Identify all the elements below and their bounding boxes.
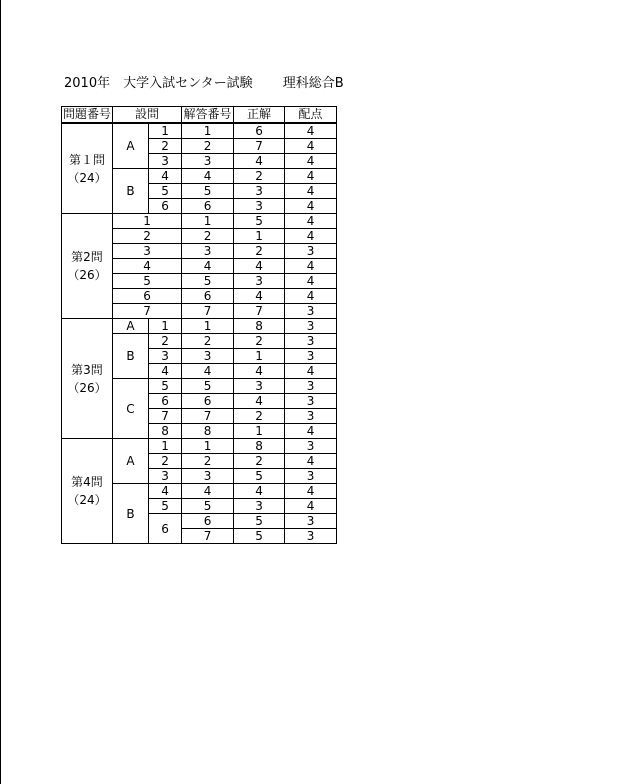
points-value: 4 [285,364,337,379]
subquestion-number: 4 [149,169,182,184]
subquestion-number: 5 [113,274,182,289]
table-row [62,439,337,454]
answer-number: 4 [182,259,234,274]
answer-number: 7 [182,304,234,319]
header-correct-answer: 正解 [234,107,285,124]
section-label: B [113,169,149,214]
answer-number: 3 [182,469,234,484]
answer-number: 4 [182,169,234,184]
subquestion-number: 3 [149,469,182,484]
answer-number: 2 [182,334,234,349]
answer-number: 7 [182,409,234,424]
points-value: 3 [285,514,337,529]
correct-answer: 1 [234,424,285,439]
answer-number: 6 [182,514,234,529]
question-label-cell [62,214,113,319]
subquestion-number: 2 [113,229,182,244]
correct-answer: 5 [234,214,285,229]
answer-number: 1 [182,439,234,454]
header-subquestion: 設問 [113,107,182,124]
correct-answer: 4 [234,364,285,379]
subquestion-number: 5 [149,499,182,514]
correct-answer: 5 [234,469,285,484]
header-points: 配点 [285,107,337,124]
subquestion-number: 3 [149,154,182,169]
subquestion-number: 6 [113,289,182,304]
question-label-cell [62,319,113,439]
subquestion-number: 4 [149,364,182,379]
subquestion-number: 7 [149,409,182,424]
subquestion-number: 3 [149,349,182,364]
correct-answer: 7 [234,304,285,319]
subquestion-number: 5 [149,379,182,394]
table-row [62,214,337,229]
subquestion-number: 2 [149,139,182,154]
answer-number: 3 [182,244,234,259]
answer-number: 4 [182,484,234,499]
question-score: （26） [67,380,107,395]
subquestion-number: 6 [149,199,182,214]
points-value: 4 [285,484,337,499]
answer-number: 5 [182,499,234,514]
page-left-border [0,0,1,784]
points-value: 4 [285,214,337,229]
document-title: 2010年 大学入試センター試験 理科総合B [64,76,344,91]
question-label-cell [62,123,113,214]
correct-answer: 1 [234,349,285,364]
answer-number: 5 [182,274,234,289]
correct-answer: 3 [234,199,285,214]
points-value: 4 [285,259,337,274]
points-value: 4 [285,169,337,184]
answer-table [61,106,337,544]
points-value: 3 [285,469,337,484]
answer-number: 1 [182,123,234,139]
points-value: 4 [285,229,337,244]
points-value: 4 [285,289,337,304]
correct-answer: 3 [234,379,285,394]
points-value: 3 [285,349,337,364]
points-value: 3 [285,394,337,409]
points-value: 3 [285,409,337,424]
subquestion-number: 6 [149,394,182,409]
points-value: 3 [285,244,337,259]
answer-number: 2 [182,139,234,154]
section-label: A [113,123,149,169]
answer-number: 6 [182,394,234,409]
correct-answer: 8 [234,319,285,334]
subquestion-number: 6 [149,514,182,544]
correct-answer: 4 [234,289,285,304]
header-question-number: 問題番号 [62,107,111,121]
table-header-row [62,107,337,124]
section-label: B [113,334,149,379]
subquestion-number: 1 [113,214,182,229]
points-value: 4 [285,199,337,214]
correct-answer: 3 [234,274,285,289]
points-value: 3 [285,334,337,349]
points-value: 4 [285,123,337,139]
points-value: 4 [285,274,337,289]
subquestion-number: 2 [149,334,182,349]
question-score: （26） [67,268,107,282]
question-label: 第3問 [71,362,103,377]
answer-number: 6 [182,289,234,304]
answer-number: 3 [182,154,234,169]
subquestion-number: 4 [113,259,182,274]
correct-answer: 8 [234,439,285,454]
question-label-cell [62,439,113,544]
section-label: A [113,319,149,334]
correct-answer: 5 [234,529,285,544]
correct-answer: 4 [234,484,285,499]
question-label: 第4問 [71,475,103,489]
correct-answer: 1 [234,229,285,244]
points-value: 4 [285,139,337,154]
points-value: 3 [285,319,337,334]
table-row [62,123,337,139]
subquestion-number: 1 [149,123,182,139]
correct-answer: 5 [234,514,285,529]
points-value: 3 [285,529,337,544]
section-label: A [113,439,149,484]
answer-number: 8 [182,424,234,439]
points-value: 4 [285,454,337,469]
subquestion-number: 3 [113,244,182,259]
answer-number: 5 [182,184,234,199]
correct-answer: 2 [234,409,285,424]
points-value: 4 [285,499,337,514]
answer-number: 1 [182,214,234,229]
section-label: B [113,484,149,544]
answer-number: 7 [182,529,234,544]
correct-answer: 4 [234,394,285,409]
answer-number: 5 [182,379,234,394]
correct-answer: 6 [234,123,285,139]
correct-answer: 2 [234,334,285,349]
header-answer-number: 解答番号 [183,107,232,121]
subquestion-number: 1 [149,319,182,334]
points-value: 3 [285,304,337,319]
subquestion-number: 7 [113,304,182,319]
subquestion-number: 4 [149,484,182,499]
question-label: 第１問 [68,152,105,167]
subquestion-number: 1 [149,439,182,454]
points-value: 4 [285,184,337,199]
correct-answer: 4 [234,154,285,169]
answer-number: 6 [182,199,234,214]
correct-answer: 3 [234,184,285,199]
subquestion-number: 5 [149,184,182,199]
points-value: 3 [285,439,337,454]
answer-number: 1 [182,319,234,334]
answer-number: 3 [182,349,234,364]
correct-answer: 3 [234,499,285,514]
answer-number: 2 [182,229,234,244]
answer-number: 4 [182,364,234,379]
subquestion-number: 8 [149,424,182,439]
question-label: 第2問 [71,250,103,264]
correct-answer: 7 [234,139,285,154]
section-label: C [113,379,149,439]
correct-answer: 2 [234,244,285,259]
subquestion-number: 2 [149,454,182,469]
points-value: 3 [285,379,337,394]
table-row [62,319,337,334]
answer-number: 2 [182,454,234,469]
points-value: 4 [285,424,337,439]
points-value: 4 [285,154,337,169]
correct-answer: 2 [234,454,285,469]
question-score: （24） [67,493,107,507]
correct-answer: 2 [234,169,285,184]
question-score: （24） [67,170,107,185]
correct-answer: 4 [234,259,285,274]
